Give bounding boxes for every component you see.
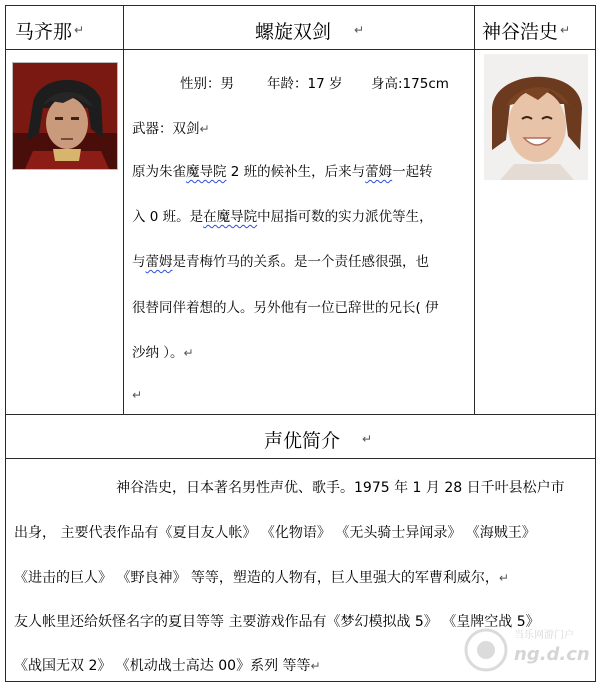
character-portrait-image [13, 63, 117, 169]
paragraph-mark: ↵ [183, 346, 194, 360]
paragraph-mark: ↵ [560, 23, 571, 37]
text-segment: 《进击的巨人》 《野良神》 等等，塑造的人物有，巨人里强大的军曹利威尔， [14, 570, 499, 586]
description-line [132, 296, 439, 316]
text-segment: 一起转 [392, 164, 433, 180]
description-line [132, 341, 194, 361]
page-title: 螺旋双剑 [255, 21, 332, 43]
column-divider [474, 6, 475, 414]
text-segment: 原为朱雀 [132, 164, 186, 180]
text-segment: 2 班的候补生，后来与 [226, 164, 366, 180]
watermark-text: 当乐网游门户 [514, 630, 574, 641]
description-line [132, 250, 429, 270]
voice-actor-photo [484, 54, 588, 180]
intro-line [14, 567, 509, 587]
text-segment: 与 [132, 254, 146, 270]
age-text: 年龄：17 岁 [267, 76, 343, 92]
watermark [462, 618, 592, 678]
watermark-domain: ng.d.cn [514, 644, 590, 665]
text-segment: 蕾姆 [145, 254, 173, 270]
text-segment: 魔导院 [186, 164, 227, 180]
paragraph-mark: ↵ [199, 122, 210, 136]
intro-line: 友人帐里还给妖怪名字的夏目等等 主要游戏作品有《梦幻模拟战 5》 《皇牌空战 5》 [14, 614, 540, 630]
intro-line: 出身， 主要代表作品有《夏目友人帐》 《化物语》 《无头骑士异闻录》 《海贼王》 [14, 525, 536, 541]
intro-line [14, 655, 321, 675]
paragraph-mark: ↵ [132, 388, 143, 402]
paragraph-mark: ↵ [310, 659, 321, 673]
description-line [132, 160, 433, 180]
profile-table [5, 5, 596, 682]
paragraph-mark: ↵ [362, 432, 373, 446]
text-segment: 很替同伴着想的人。另外他有一位已辞世的兄长( 伊 [132, 300, 439, 316]
paragraph-mark: ↵ [74, 23, 85, 37]
text-segment: 中屈指可数的实力派优等生， [257, 209, 433, 225]
weapon-text [132, 117, 210, 137]
description-line [132, 205, 433, 225]
section-title: 声优简介 [264, 430, 341, 452]
text-segment: 《战国无双 2》 《机动战士高达 00》系列 等等 [14, 658, 311, 674]
title-cell [124, 6, 474, 49]
voice-actor-cell [475, 6, 595, 49]
voice-actor-intro-header [6, 415, 595, 458]
weapon-label: 武器：双剑 [132, 121, 200, 137]
character-portrait [12, 62, 118, 170]
intro-line: 神谷浩史，日本著名男性声优、歌手。1975 年 1 月 28 日千叶县松户市 [116, 480, 565, 496]
char-name: 马齐那 [15, 21, 73, 43]
char-name-cell [6, 6, 123, 49]
text-segment: 在魔导院 [203, 209, 258, 225]
voice-actor-name: 神谷浩史 [482, 21, 559, 43]
text-segment: 入 0 班。是 [132, 209, 204, 225]
profile-section [124, 50, 474, 414]
voice-actor-photo-image [484, 54, 588, 180]
height-text: 身高:175cm [371, 76, 449, 92]
paragraph-mark: ↵ [498, 571, 509, 585]
text-segment: 沙纳 ）。 [132, 345, 184, 361]
text-segment: 是青梅竹马的关系。是一个责任感很强，也 [172, 254, 429, 270]
paragraph-mark: ↵ [354, 23, 365, 37]
text-segment: 蕾姆 [365, 164, 393, 180]
gender-text: 性别：男 [180, 76, 234, 92]
